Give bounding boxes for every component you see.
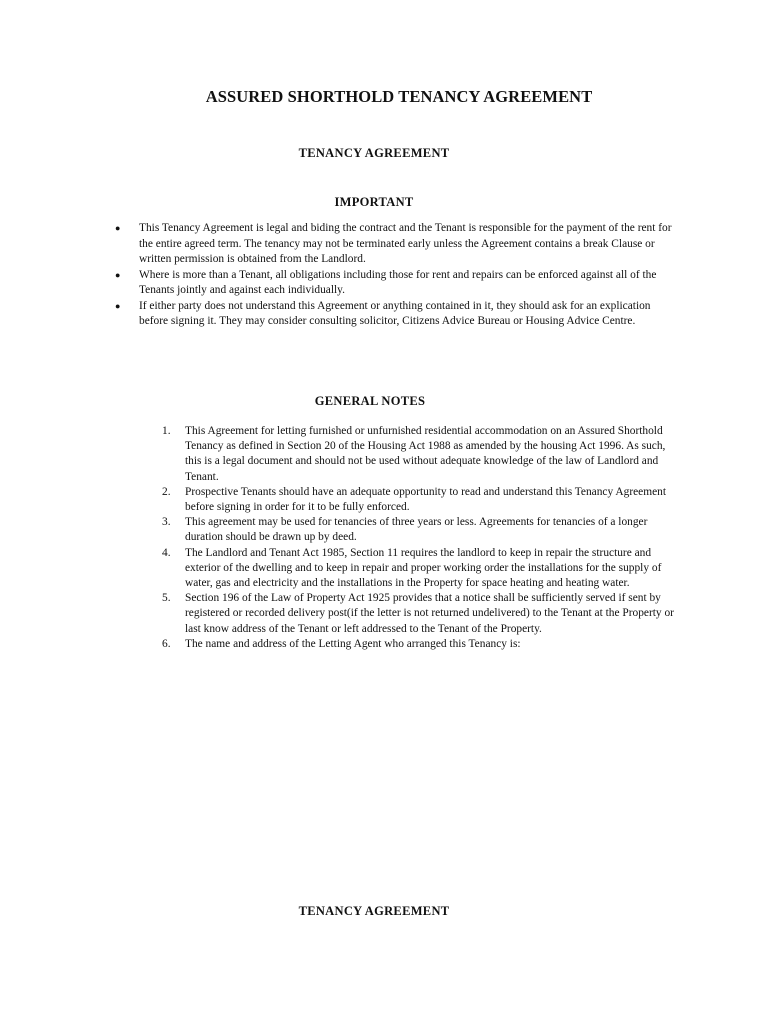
note-text: The name and address of the Letting Agent who arranged this Tenancy is: xyxy=(185,637,521,650)
general-notes-list xyxy=(158,424,678,652)
general-note-item xyxy=(158,485,678,515)
general-note-item xyxy=(158,515,678,545)
note-number: 3. xyxy=(162,516,171,529)
general-note-item xyxy=(158,637,678,652)
general-note-item xyxy=(158,424,678,485)
general-note-item xyxy=(158,591,678,637)
important-list xyxy=(112,221,672,330)
note-text: This Agreement for letting furnished or unfurnished residential accommodation on an Assured Shorthold Tenancy as defined in Section 20 of the Housing Act 1988 as amended by the housing Act 1996. As such, this is a legal document and should not be used without adequate knowledge of the law of Landlord and Tenant. xyxy=(185,425,666,483)
note-text: Prospective Tenants should have an adequate opportunity to read and understand this Tenancy Agreement before signing in order for it to be fully enforced. xyxy=(185,485,667,514)
important-heading: IMPORTANT xyxy=(334,195,414,209)
important-item-text: Where is more than a Tenant, all obligations including those for rent and repairs can be enforced against all of the Tenants jointly and against each individually. xyxy=(139,268,657,296)
note-number: 1. xyxy=(162,425,171,437)
footer-tenancy-agreement-heading: TENANCY AGREEMENT xyxy=(298,904,450,918)
important-item xyxy=(112,299,672,330)
important-item-text: This Tenancy Agreement is legal and biding the contract and the Tenant is responsible for the payment of the rent for the entire agreed term. The tenancy may not be terminated early unless the Agreement contains a break Clause or written permission is obtained from the Landlord. xyxy=(139,222,672,265)
general-notes-heading: GENERAL NOTES xyxy=(314,394,426,408)
bullet-icon: ● xyxy=(115,269,121,280)
important-item-text: If either party does not understand this Agreement or anything contained in it, they should ask for an explication before signing it. They may consider consulting solicitor, Citizens Advice Bureau or Housing Advice Centre. xyxy=(139,299,651,327)
note-text: This agreement may be used for tenancies of three years or less. Agreements for tenancies of a longer duration should be drawn up by deed. xyxy=(185,516,648,544)
note-number: 5. xyxy=(162,592,171,605)
note-number: 2. xyxy=(162,485,171,498)
important-item xyxy=(112,221,672,268)
note-text: Section 196 of the Law of Property Act 1925 provides that a notice shall be sufficiently served if sent by registered or recorded delivery post(if the letter is not returned undelivered) to the Tenant at the Property or last know address of the Tenant or left addressed to the Tenant of the Property. xyxy=(185,592,674,635)
tenancy-agreement-heading: TENANCY AGREEMENT xyxy=(298,146,450,160)
general-note-item xyxy=(158,546,678,592)
document-title: ASSURED SHORTHOLD TENANCY AGREEMENT xyxy=(205,87,593,106)
note-number: 4. xyxy=(162,546,171,559)
bullet-icon: ● xyxy=(115,300,121,311)
bullet-icon: ● xyxy=(115,223,121,233)
note-number: 6. xyxy=(162,637,171,650)
important-item xyxy=(112,268,672,299)
note-text: The Landlord and Tenant Act 1985, Section 11 requires the landlord to keep in repair the structure and exterior of the dwelling and to keep in repair and proper working order the installations for the supply of water, gas and electricity and the installations in the Property for space heating and heating water. xyxy=(185,546,662,590)
